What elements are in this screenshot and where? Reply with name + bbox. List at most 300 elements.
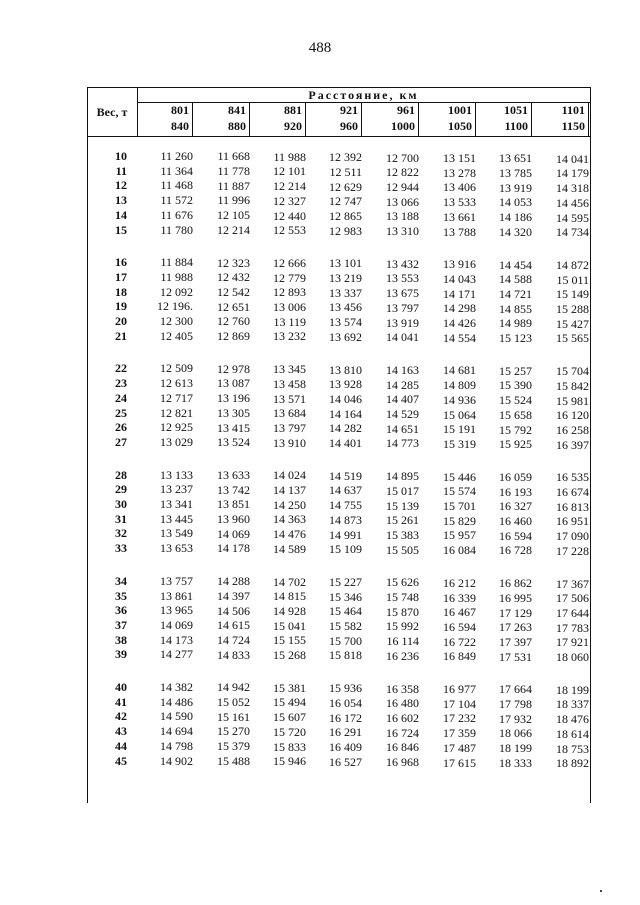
- value-cell: 15 748: [386, 590, 419, 605]
- value-cell: 13 237: [160, 482, 193, 497]
- value-cell: 17 104: [443, 696, 476, 711]
- value-cell: 17 090: [556, 529, 589, 544]
- value-cell: 17 367: [556, 576, 589, 591]
- value-cell: 14 694: [160, 724, 193, 739]
- weight-cell: 45: [115, 753, 127, 768]
- value-cell: 13 066: [386, 194, 419, 209]
- weight-cell: 35: [115, 588, 127, 603]
- value-cell: 16 460: [499, 514, 532, 529]
- weight-cell: 18: [115, 284, 127, 299]
- range-to: 1000: [391, 119, 415, 133]
- value-cell: 15 870: [386, 604, 419, 619]
- value-cell: 13 960: [217, 512, 250, 527]
- value-cell: 15 191: [443, 422, 476, 437]
- value-cell: 13 101: [329, 256, 362, 271]
- value-cell: 12 214: [273, 179, 306, 194]
- value-cell: 13 692: [329, 329, 362, 344]
- value-cell: 15 227: [329, 574, 362, 589]
- value-cell: 14 595: [556, 210, 589, 225]
- weight-cell: 44: [115, 738, 127, 753]
- weight-cell: 13: [115, 193, 127, 208]
- value-cell: 13 928: [329, 377, 362, 392]
- value-cell: 13 910: [273, 435, 306, 450]
- value-cell: 14 724: [217, 632, 250, 647]
- value-cell: 13 916: [443, 257, 476, 272]
- value-cell: 16 467: [443, 605, 476, 620]
- table-row: [87, 602, 590, 618]
- value-cell: 16 358: [386, 681, 419, 696]
- value-cell: 11 260: [160, 149, 193, 163]
- value-cell: 15 288: [556, 302, 589, 317]
- value-cell: 12 196.: [157, 299, 193, 314]
- value-cell: 15 319: [443, 436, 476, 451]
- table-row: [87, 313, 590, 329]
- value-cell: 16 594: [443, 619, 476, 634]
- value-cell: 12 511: [329, 164, 362, 179]
- table-row: [87, 254, 590, 270]
- page-number: 488: [308, 40, 332, 56]
- value-cell: 13 087: [217, 376, 250, 391]
- value-cell: 13 456: [329, 300, 362, 315]
- value-cell: 13 133: [160, 467, 193, 482]
- value-cell: 14 936: [443, 392, 476, 407]
- value-cell: 15 925: [499, 437, 532, 452]
- value-cell: 17 397: [499, 634, 532, 649]
- value-cell: 13 006: [273, 300, 306, 315]
- value-cell: 14 426: [443, 316, 476, 330]
- weight-cell: 21: [115, 328, 127, 343]
- value-cell: 14 519: [329, 468, 362, 483]
- table-row: [87, 646, 590, 665]
- value-cell: 17 664: [499, 682, 532, 697]
- table-row: [87, 192, 590, 208]
- value-cell: 14 069: [217, 526, 250, 541]
- weight-column-header: Вес, т: [87, 88, 138, 136]
- value-cell: 14 506: [217, 603, 250, 618]
- value-cell: 15 936: [329, 681, 362, 696]
- value-cell: 12 101: [273, 164, 306, 179]
- value-cell: 13 432: [386, 256, 419, 271]
- table-row: [87, 419, 590, 435]
- value-cell: 12 432: [217, 270, 250, 285]
- value-cell: 13 415: [217, 420, 250, 435]
- value-cell: 14 873: [329, 512, 362, 527]
- weight-cell: 40: [115, 680, 127, 694]
- value-cell: 16 722: [443, 634, 476, 649]
- value-cell: 14 855: [499, 301, 532, 316]
- value-cell: 11 988: [160, 269, 193, 284]
- range-from: 1101: [561, 103, 585, 117]
- value-cell: 12 214: [217, 222, 250, 237]
- value-cell: 13 653: [160, 541, 193, 556]
- table-row: [87, 207, 590, 223]
- table-row: [87, 694, 590, 710]
- value-cell: 18 060: [556, 650, 589, 665]
- value-cell: 16 120: [556, 408, 589, 423]
- value-cell: 15 626: [386, 575, 419, 590]
- value-cell: 15 981: [556, 393, 589, 408]
- value-cell: 14 382: [160, 680, 193, 694]
- value-cell: 14 798: [160, 738, 193, 753]
- table-row: [87, 467, 590, 483]
- value-cell: 18 337: [556, 697, 589, 712]
- table-row: [87, 222, 590, 238]
- value-cell: 13 661: [443, 209, 476, 224]
- value-cell: 13 919: [386, 315, 419, 330]
- value-cell: 15 427: [556, 316, 589, 331]
- value-cell: 13 633: [217, 467, 250, 482]
- value-cell: 15 109: [329, 542, 362, 557]
- value-cell: 12 760: [217, 314, 250, 329]
- value-cell: 14 902: [160, 753, 193, 768]
- value-cell: 14 454: [499, 257, 532, 272]
- value-cell: 14 755: [329, 498, 362, 513]
- weight-cell: 20: [115, 314, 127, 328]
- value-cell: 18 066: [499, 726, 532, 741]
- value-cell: 17 232: [443, 711, 476, 726]
- distance-range-header: [476, 102, 532, 136]
- value-cell: 14 809: [443, 378, 476, 393]
- value-cell: 16 084: [443, 543, 476, 558]
- value-cell: 15 833: [273, 739, 306, 754]
- value-cell: 13 675: [386, 286, 419, 301]
- value-cell: 14 721: [499, 286, 532, 301]
- value-cell: 13 345: [273, 362, 306, 377]
- value-cell: 12 553: [273, 223, 306, 238]
- value-cell: 17 506: [556, 591, 589, 606]
- value-cell: 13 549: [160, 526, 193, 541]
- value-cell: 15 792: [499, 422, 532, 437]
- table-row: [87, 708, 590, 727]
- value-cell: 14 681: [443, 363, 476, 378]
- value-cell: 17 921: [556, 635, 589, 650]
- value-cell: 15 041: [273, 618, 306, 633]
- distance-range-header: [194, 102, 250, 136]
- weight-cell: 17: [115, 269, 127, 284]
- weight-cell: 34: [115, 573, 127, 588]
- value-cell: 11 884: [160, 255, 193, 270]
- value-cell: 14 476: [273, 527, 306, 542]
- value-cell: 15 720: [273, 724, 306, 739]
- value-cell: 12 405: [160, 328, 193, 343]
- value-cell: 18 892: [556, 756, 589, 771]
- value-cell: 17 359: [443, 726, 476, 741]
- value-cell: 15 139: [386, 498, 419, 513]
- value-cell: 14 041: [556, 151, 589, 166]
- weight-cell: 39: [115, 647, 127, 662]
- weight-cell: 15: [115, 222, 127, 237]
- value-cell: 15 992: [386, 619, 419, 634]
- value-cell: 16 114: [386, 634, 419, 649]
- value-cell: 13 341: [160, 497, 193, 511]
- distance-range-header: [533, 102, 589, 136]
- value-cell: 14 069: [160, 617, 193, 632]
- table-row: [87, 588, 590, 604]
- value-cell: 15 383: [386, 527, 419, 542]
- value-cell: 16 674: [556, 485, 589, 500]
- table-row: [87, 496, 590, 512]
- table-row: [87, 723, 590, 739]
- value-cell: 14 734: [556, 225, 589, 240]
- value-cell: 14 179: [556, 166, 589, 181]
- value-cell: 17 783: [556, 620, 589, 635]
- value-cell: 12 747: [329, 194, 362, 209]
- value-cell: 17 644: [556, 605, 589, 620]
- value-cell: 15 268: [273, 648, 306, 663]
- value-cell: 17 615: [443, 755, 476, 770]
- value-cell: 14 137: [273, 483, 306, 498]
- value-cell: 11 778: [217, 164, 250, 179]
- range-to: 1050: [448, 119, 472, 133]
- value-cell: 16 594: [499, 528, 532, 543]
- value-cell: 13 797: [386, 300, 419, 315]
- value-cell: 13 445: [160, 511, 193, 526]
- value-cell: 16 291: [329, 725, 362, 740]
- value-cell: 13 458: [273, 376, 306, 391]
- value-cell: 15 582: [329, 619, 362, 634]
- value-cell: 13 553: [386, 271, 419, 286]
- value-cell: 13 785: [499, 166, 532, 181]
- table-row: [87, 434, 590, 450]
- table-row: [87, 632, 590, 648]
- table-row: [87, 573, 590, 589]
- value-cell: 14 282: [329, 421, 362, 436]
- value-cell: 14 942: [217, 680, 250, 695]
- value-cell: 11 468: [160, 178, 193, 193]
- value-cell: 14 163: [386, 362, 419, 377]
- value-cell: 11 988: [273, 149, 306, 164]
- value-cell: 11 887: [217, 178, 250, 193]
- value-cell: 12 105: [217, 208, 250, 223]
- value-cell: 14 250: [273, 497, 306, 512]
- value-cell: 14 456: [556, 195, 589, 210]
- value-cell: 15 704: [556, 364, 589, 379]
- table-row: [87, 390, 590, 406]
- value-cell: 12 542: [217, 284, 250, 299]
- distance-range-header: [420, 102, 476, 136]
- value-cell: 17 487: [443, 740, 476, 755]
- value-cell: 18 199: [556, 682, 589, 697]
- value-cell: 12 700: [386, 150, 419, 165]
- value-cell: 14 651: [386, 421, 419, 436]
- weight-cell: 43: [115, 724, 127, 739]
- value-cell: 16 193: [499, 484, 532, 499]
- value-cell: 13 684: [273, 406, 306, 421]
- value-cell: 11 996: [217, 193, 250, 208]
- value-cell: 14 833: [217, 647, 250, 662]
- value-cell: 13 797: [273, 420, 306, 435]
- value-cell: 14 024: [273, 468, 306, 483]
- value-cell: 14 615: [217, 618, 250, 633]
- value-cell: 12 392: [329, 150, 362, 165]
- weight-cell: 23: [115, 376, 127, 391]
- scan-speck: [600, 890, 602, 892]
- table-row: [87, 405, 590, 421]
- value-cell: 14 173: [160, 632, 193, 647]
- value-cell: 16 602: [386, 710, 419, 725]
- table-row: [87, 481, 590, 500]
- value-cell: 13 757: [160, 573, 193, 588]
- value-cell: 13 337: [329, 285, 362, 300]
- range-from: 1001: [448, 103, 472, 117]
- weight-cell: 41: [115, 694, 127, 709]
- value-cell: 13 232: [273, 329, 306, 344]
- value-cell: 13 310: [386, 224, 419, 239]
- range-to: 960: [340, 119, 358, 133]
- value-cell: 18 333: [499, 755, 532, 770]
- value-cell: 14 637: [329, 483, 362, 498]
- value-cell: 15 123: [499, 331, 532, 346]
- value-cell: 18 753: [556, 741, 589, 756]
- value-cell: 14 298: [443, 301, 476, 316]
- value-cell: 15 946: [273, 754, 306, 769]
- value-cell: 12 092: [160, 284, 193, 299]
- range-from: 841: [228, 103, 246, 117]
- table-row: [87, 753, 590, 769]
- range-to: 1100: [504, 119, 528, 133]
- value-cell: 13 029: [160, 434, 193, 449]
- value-cell: 15 017: [386, 483, 419, 498]
- value-cell: 16 258: [556, 422, 589, 437]
- value-cell: 12 944: [386, 179, 419, 194]
- value-cell: 14 407: [386, 392, 419, 407]
- value-cell: 14 928: [273, 603, 306, 618]
- value-cell: 15 464: [329, 604, 362, 619]
- value-cell: 16 054: [329, 695, 362, 710]
- table-row: [87, 148, 590, 164]
- weight-cell: 22: [115, 361, 127, 376]
- value-cell: 14 991: [329, 527, 362, 542]
- range-to: 1150: [561, 119, 585, 133]
- weight-cell: 24: [115, 390, 127, 405]
- weight-cell: 32: [115, 526, 127, 541]
- weight-cell: 26: [115, 420, 127, 435]
- value-cell: 16 951: [556, 514, 589, 529]
- value-cell: 14 363: [273, 512, 306, 527]
- value-cell: 15 524: [499, 393, 532, 408]
- value-cell: 12 925: [160, 420, 193, 435]
- value-cell: 15 257: [499, 363, 532, 378]
- value-cell: 16 409: [329, 739, 362, 754]
- range-to: 880: [228, 119, 246, 133]
- value-cell: 15 390: [499, 378, 532, 393]
- value-cell: 16 236: [386, 648, 419, 663]
- value-cell: 14 895: [386, 469, 419, 484]
- value-cell: 17 129: [499, 605, 532, 620]
- range-from: 881: [284, 103, 302, 117]
- weight-cell: 42: [115, 709, 127, 724]
- value-cell: 15 818: [329, 648, 362, 663]
- weight-cell: 11: [115, 163, 127, 178]
- value-cell: 16 728: [499, 543, 532, 558]
- value-cell: 14 589: [273, 541, 306, 556]
- value-cell: 15 700: [329, 633, 362, 648]
- weight-cell: 25: [115, 405, 127, 420]
- value-cell: 16 862: [499, 576, 532, 591]
- value-cell: 14 043: [443, 271, 476, 286]
- value-cell: 16 327: [499, 499, 532, 514]
- value-cell: 13 151: [443, 151, 476, 165]
- weight-cell: 12: [115, 178, 127, 193]
- value-cell: 14 702: [273, 574, 306, 589]
- value-cell: 14 171: [443, 286, 476, 301]
- value-cell: 14 320: [499, 224, 532, 239]
- weight-cell: 33: [115, 541, 127, 556]
- value-cell: 13 188: [386, 209, 419, 224]
- value-cell: 14 554: [443, 330, 476, 345]
- value-cell: 16 397: [556, 437, 589, 452]
- value-cell: 15 261: [386, 513, 419, 528]
- value-cell: 15 565: [556, 331, 589, 346]
- value-cell: 15 064: [443, 407, 476, 422]
- value-cell: 13 524: [217, 435, 250, 450]
- value-cell: 11 572: [160, 193, 193, 208]
- value-cell: 12 666: [273, 255, 306, 270]
- table-row: [87, 679, 590, 695]
- value-cell: 12 821: [160, 405, 193, 420]
- value-cell: 16 535: [556, 470, 589, 485]
- value-cell: 13 851: [217, 497, 250, 512]
- value-cell: 15 607: [273, 710, 306, 725]
- range-to: 840: [171, 119, 189, 133]
- value-cell: 12 300: [160, 314, 193, 328]
- value-cell: 13 651: [499, 151, 532, 166]
- value-cell: 11 668: [217, 149, 250, 164]
- value-cell: 13 406: [443, 180, 476, 195]
- value-cell: 12 893: [273, 285, 306, 300]
- table-row: [87, 540, 590, 556]
- value-cell: 16 480: [386, 696, 419, 711]
- value-cell: 16 995: [499, 590, 532, 605]
- table-row: [87, 617, 590, 633]
- weight-cell: 29: [115, 482, 127, 497]
- distance-range-header: [363, 102, 419, 136]
- value-cell: 15 488: [217, 753, 250, 768]
- value-cell: 14 872: [556, 257, 589, 272]
- range-from: 921: [340, 103, 358, 117]
- value-cell: 16 339: [443, 590, 476, 605]
- weight-cell: 19: [115, 299, 127, 314]
- table-row: [87, 511, 590, 527]
- range-from: 961: [397, 103, 415, 117]
- value-cell: 17 228: [556, 543, 589, 558]
- value-cell: 14 164: [329, 406, 362, 421]
- table-right-border: [590, 87, 591, 803]
- value-cell: 12 869: [217, 329, 250, 344]
- weight-cell: 31: [115, 511, 127, 526]
- value-cell: 14 041: [386, 330, 419, 345]
- value-cell: 14 815: [273, 589, 306, 604]
- value-cell: 15 270: [217, 724, 250, 739]
- distance-header: Расстояние, км: [137, 88, 590, 103]
- value-cell: 16 849: [443, 649, 476, 664]
- value-cell: 14 288: [217, 574, 250, 589]
- value-cell: 13 919: [499, 180, 532, 195]
- value-cell: 16 724: [386, 725, 419, 740]
- table-row: [87, 738, 590, 754]
- value-cell: 15 346: [329, 589, 362, 604]
- range-to: 920: [284, 119, 302, 133]
- value-cell: 15 829: [443, 513, 476, 528]
- value-cell: 15 155: [273, 633, 306, 648]
- value-cell: 13 196: [217, 391, 250, 406]
- value-cell: 16 846: [386, 740, 419, 755]
- value-cell: 16 968: [386, 755, 419, 770]
- value-cell: 13 571: [273, 391, 306, 406]
- weight-cell: 16: [115, 255, 127, 270]
- table-row: [87, 269, 590, 285]
- value-cell: 12 651: [217, 299, 250, 314]
